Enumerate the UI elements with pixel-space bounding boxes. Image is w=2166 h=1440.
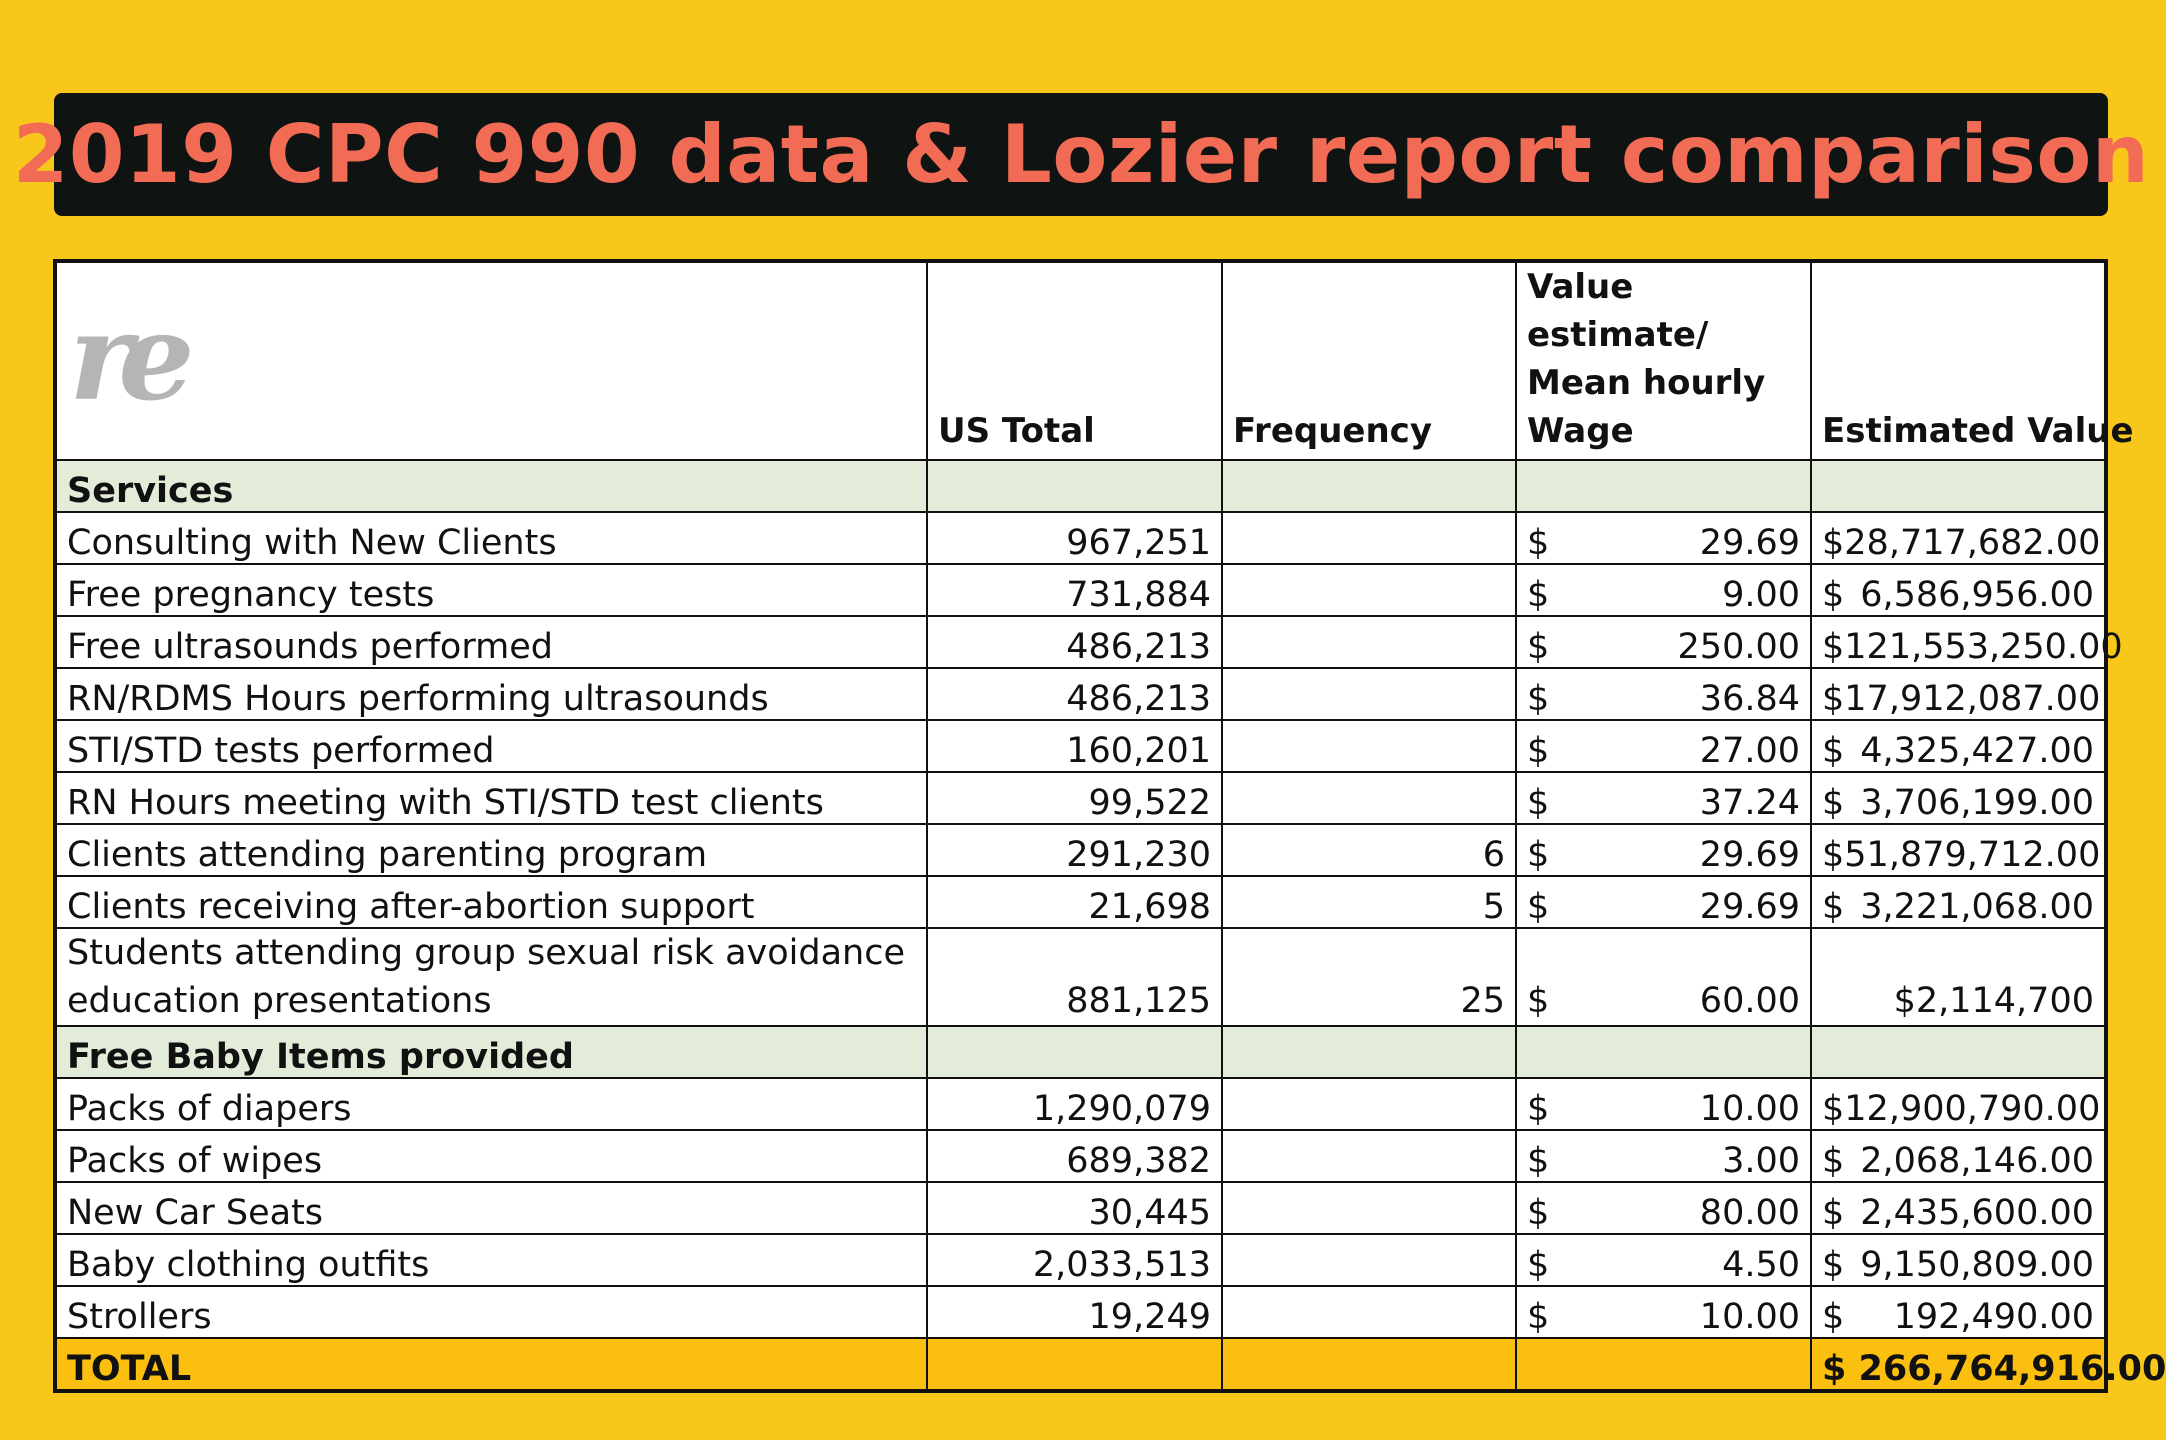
estimated-value: $2,114,700 [1893, 981, 2094, 1021]
us-total-cell: 689,382 [927, 1130, 1222, 1182]
estimated-currency: $ [1822, 523, 1845, 563]
estimated-value: 2,068,146.00 [1860, 1141, 2094, 1181]
frequency-cell [1222, 1234, 1516, 1286]
wage-cell [1516, 1130, 1811, 1182]
section-empty-cell [1811, 460, 2106, 512]
us-total-cell: 486,213 [927, 616, 1222, 668]
table-row [55, 512, 2106, 564]
wage-currency: $ [1527, 627, 1550, 667]
estimated-value-cell [1811, 1286, 2106, 1338]
wage-value: 10.00 [1699, 1089, 1800, 1129]
row-label: Free ultrasounds performed [55, 616, 927, 668]
wage-cell [1516, 876, 1811, 928]
us-total-cell: 99,522 [927, 772, 1222, 824]
wage-cell [1516, 1182, 1811, 1234]
table-row [55, 824, 2106, 876]
us-total-cell: 19,249 [927, 1286, 1222, 1338]
estimated-value-cell [1811, 616, 2123, 668]
total-empty-cell [1516, 1338, 1811, 1391]
title-banner [12, 93, 2150, 216]
wage-value: 29.69 [1699, 835, 1800, 875]
estimated-value-cell [1811, 876, 2106, 928]
us-total-cell: 1,290,079 [927, 1078, 1222, 1130]
frequency-cell [1222, 1286, 1516, 1338]
us-total-cell: 486,213 [927, 668, 1222, 720]
estimated-currency: $ [1822, 627, 1845, 667]
estimated-value-cell [1811, 1078, 2106, 1130]
wage-cell [1516, 1234, 1811, 1286]
wage-currency: $ [1527, 523, 1550, 563]
row-label: Strollers [55, 1286, 927, 1338]
row-label: RN/RDMS Hours performing ultrasounds [55, 668, 927, 720]
wage-value: 10.00 [1699, 1297, 1800, 1337]
estimated-value-cell [1811, 668, 2106, 720]
estimated-value: 3,706,199.00 [1860, 783, 2094, 823]
wage-currency: $ [1527, 1141, 1550, 1181]
wage-cell [1516, 668, 1811, 720]
estimated-currency: $ [1822, 1193, 1845, 1233]
estimated-value: 6,586,956.00 [1860, 575, 2094, 615]
estimated-value: 51,879,712.00 [1844, 835, 2101, 875]
us-total-cell: 2,033,513 [927, 1234, 1222, 1286]
frequency-cell [1222, 1130, 1516, 1182]
section-label: Free Baby Items provided [55, 1026, 927, 1078]
estimated-currency: $ [1822, 679, 1845, 719]
wage-value: 4.50 [1722, 1245, 1800, 1285]
wage-currency: $ [1527, 731, 1550, 771]
wage-value: 36.84 [1699, 679, 1800, 719]
wage-cell [1516, 616, 1811, 668]
wage-value: 3.00 [1722, 1141, 1800, 1181]
table-header-row [55, 261, 2106, 460]
comparison-table [53, 259, 2166, 1393]
row-label: Students attending group sexual risk avoidance education presentations [55, 928, 927, 1026]
header-frequency: Frequency [1222, 261, 1516, 460]
section-empty-cell [1222, 1026, 1516, 1078]
frequency-cell [1222, 668, 1516, 720]
wage-currency: $ [1527, 783, 1550, 823]
table-row [55, 668, 2106, 720]
wage-value: 250.00 [1677, 627, 1800, 667]
frequency-cell: 5 [1222, 876, 1516, 928]
row-label: New Car Seats [55, 1182, 927, 1234]
re-logo-icon [67, 287, 207, 428]
frequency-cell [1222, 1182, 1516, 1234]
section-empty-cell [927, 1026, 1222, 1078]
row-label: Clients attending parenting program [55, 824, 927, 876]
estimated-value-cell [1811, 1182, 2106, 1234]
estimated-value-cell [1811, 1130, 2106, 1182]
wage-cell [1516, 564, 1811, 616]
estimated-value-cell [1811, 1234, 2106, 1286]
wage-currency: $ [1527, 679, 1550, 719]
wage-value: 27.00 [1699, 731, 1800, 771]
frequency-cell [1222, 772, 1516, 824]
wage-currency: $ [1527, 1089, 1550, 1129]
header-estimated-value: Estimated Value [1811, 261, 2106, 460]
wage-value: 29.69 [1699, 523, 1800, 563]
estimated-value-cell [1811, 824, 2106, 876]
table-row [55, 1234, 2106, 1286]
wage-currency: $ [1527, 1245, 1550, 1285]
logo-text: re [69, 287, 181, 428]
estimated-currency: $ [1822, 1245, 1845, 1285]
estimated-currency: $ [1822, 1297, 1845, 1337]
frequency-cell [1222, 564, 1516, 616]
us-total-cell: 21,698 [927, 876, 1222, 928]
us-total-cell: 731,884 [927, 564, 1222, 616]
us-total-cell: 291,230 [927, 824, 1222, 876]
table-row [55, 772, 2106, 824]
estimated-currency: $ [1822, 1141, 1845, 1181]
estimated-value: 2,435,600.00 [1860, 1193, 2094, 1233]
total-empty-cell [1222, 1338, 1516, 1391]
total-row [55, 1338, 2106, 1391]
table-row [55, 616, 2106, 668]
wage-cell [1516, 1078, 1811, 1130]
wage-cell [1516, 512, 1811, 564]
estimated-value: 12,900,790.00 [1844, 1089, 2101, 1129]
wage-currency: $ [1527, 1297, 1550, 1337]
table-row [55, 1182, 2106, 1234]
us-total-cell: 881,125 [927, 928, 1222, 1026]
row-label: Packs of wipes [55, 1130, 927, 1182]
estimated-value-cell [1811, 928, 2106, 1026]
estimated-value: 121,553,250.00 [1844, 627, 2123, 667]
section-empty-cell [1516, 460, 1811, 512]
estimated-value: 17,912,087.00 [1844, 679, 2101, 719]
estimated-value-cell [1811, 512, 2106, 564]
section-empty-cell [927, 460, 1222, 512]
wage-currency: $ [1527, 575, 1550, 615]
section-empty-cell [1222, 460, 1516, 512]
us-total-cell: 967,251 [927, 512, 1222, 564]
wage-cell [1516, 720, 1811, 772]
table-row [55, 720, 2106, 772]
us-total-cell: 160,201 [927, 720, 1222, 772]
estimated-value-cell [1811, 564, 2106, 616]
wage-value: 37.24 [1699, 783, 1800, 823]
wage-currency: $ [1527, 981, 1550, 1021]
row-label: Consulting with New Clients [55, 512, 927, 564]
table-row [55, 1130, 2106, 1182]
estimated-currency: $ [1822, 887, 1845, 927]
estimated-currency: $ [1822, 783, 1845, 823]
section-label: Services [55, 460, 927, 512]
header-us-total: US Total [927, 261, 1222, 460]
wage-value: 29.69 [1699, 887, 1800, 927]
wage-value: 80.00 [1699, 1193, 1800, 1233]
estimated-value: 4,325,427.00 [1860, 731, 2094, 771]
estimated-value-cell [1811, 772, 2106, 824]
row-label: Free pregnancy tests [55, 564, 927, 616]
estimated-value: 3,221,068.00 [1860, 887, 2094, 927]
row-label: RN Hours meeting with STI/STD test clients [55, 772, 927, 824]
us-total-cell: 30,445 [927, 1182, 1222, 1234]
page-title: 2019 CPC 990 data & Lozier report comparison [12, 108, 2150, 201]
estimated-currency: $ [1822, 1089, 1845, 1129]
wage-currency: $ [1527, 887, 1550, 927]
table-row [55, 1078, 2106, 1130]
header-value-estimate: Value estimate/ Mean hourly Wage [1516, 261, 1811, 460]
total-value: $ 266,764,916.00 [1811, 1338, 2106, 1391]
section-row [55, 1026, 2106, 1078]
table-row [55, 1286, 2106, 1338]
estimated-value: 9,150,809.00 [1860, 1245, 2094, 1285]
row-label: Packs of diapers [55, 1078, 927, 1130]
wage-cell [1516, 772, 1811, 824]
estimated-value-cell [1811, 720, 2106, 772]
table-row [55, 876, 2106, 928]
estimated-value: 192,490.00 [1893, 1297, 2094, 1337]
section-empty-cell [1811, 1026, 2106, 1078]
total-empty-cell [927, 1338, 1222, 1391]
table-row [55, 564, 2106, 616]
section-row [55, 460, 2106, 512]
wage-currency: $ [1527, 835, 1550, 875]
wage-cell [1516, 1286, 1811, 1338]
frequency-cell [1222, 1078, 1516, 1130]
wage-cell [1516, 824, 1811, 876]
estimated-value: 28,717,682.00 [1844, 523, 2101, 563]
wage-currency: $ [1527, 1193, 1550, 1233]
estimated-currency: $ [1822, 575, 1845, 615]
section-empty-cell [1516, 1026, 1811, 1078]
frequency-cell: 6 [1222, 824, 1516, 876]
frequency-cell [1222, 616, 1516, 668]
logo-cell [55, 261, 927, 460]
frequency-cell [1222, 512, 1516, 564]
total-label: TOTAL [55, 1338, 927, 1391]
frequency-cell [1222, 720, 1516, 772]
wage-value: 9.00 [1722, 575, 1800, 615]
wage-value: 60.00 [1699, 981, 1800, 1021]
row-label: STI/STD tests performed [55, 720, 927, 772]
row-label: Baby clothing outfits [55, 1234, 927, 1286]
estimated-currency: $ [1822, 731, 1845, 771]
wage-cell [1516, 928, 1811, 1026]
table-row [55, 928, 2106, 1026]
estimated-currency: $ [1822, 835, 1845, 875]
frequency-cell: 25 [1222, 928, 1516, 1026]
row-label: Clients receiving after-abortion support [55, 876, 927, 928]
